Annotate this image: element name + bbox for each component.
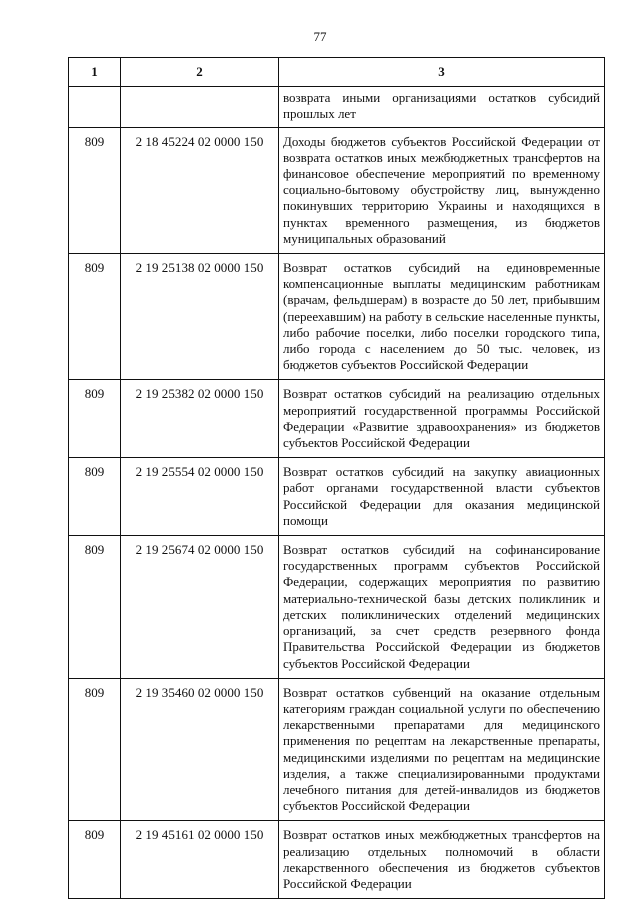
budget-classification-code: 2 19 25674 02 0000 150 [121,536,279,679]
admin-code: 809 [69,678,121,821]
admin-code: 809 [69,821,121,899]
income-description: Возврат остатков субвенций на оказание отдельным категориям граждан социальной услуги по обеспечению лекарственными препаратами для медицинского применения по рецептам на лекарственные препараты, медицинскими изделиями по рецептам на медицинские изделия, а также специализированными продуктами лечебного питания для детей-инвалидов из бюджетов субъектов Российской Федерации [279,678,605,821]
income-description: Возврат остатков субсидий на единовременные компенсационные выплаты медицинским работникам (врачам, фельдшерам) в возрасте до 50 лет, прибывшим (переехавшим) на работу в сельские населенные пункты, либо рабочие поселки, либо поселки городского типа, либо города с населением до 50 тыс. человек, из бюджетов субъектов Российской Федерации [279,254,605,380]
admin-code: 809 [69,458,121,536]
table-row [69,380,605,458]
table-row [69,536,605,679]
table-row [69,254,605,380]
admin-code: 809 [69,127,121,253]
budget-classification-code: 2 19 45161 02 0000 150 [121,821,279,899]
admin-code: 809 [69,536,121,679]
header-row [69,58,605,87]
admin-code: 809 [69,254,121,380]
income-description: Возврат остатков субсидий на реализацию отдельных мероприятий государственной программы Российской Федерации «Развитие здравоохранения» из бюджетов субъектов Российской Федерации [279,380,605,458]
budget-classification-code: 2 19 35460 02 0000 150 [121,678,279,821]
continuation-text: возврата иными организациями остатков субсидий прошлых лет [279,87,605,127]
continuation-admin-cell [69,87,121,127]
budget-classification-code: 2 19 25138 02 0000 150 [121,254,279,380]
table-row [69,678,605,821]
income-description: Доходы бюджетов субъектов Российской Федерации от возврата остатков иных межбюджетных трансфертов на финансовое обеспечение мероприятий по временному социально-бытовому обустройству лиц, вынужденно покинувших территорию Украины и находящихся в пунктах временного размещения, из бюджетов муниципальных образований [279,127,605,253]
budget-classification-code: 2 19 25554 02 0000 150 [121,458,279,536]
budget-classification-code: 2 19 25382 02 0000 150 [121,380,279,458]
budget-classification-code: 2 18 45224 02 0000 150 [121,127,279,253]
column-header-2: 2 [121,58,279,87]
income-description: Возврат остатков иных межбюджетных трансфертов на реализацию отдельных полномочий в области лекарственного обеспечения из бюджетов субъектов Российской Федерации [279,821,605,899]
continuation-code-cell [121,87,279,127]
table-row [69,127,605,253]
page-number: 77 [313,29,327,44]
column-header-3: 3 [279,58,605,87]
income-description: Возврат остатков субсидий на софинансирование государственных программ субъектов Российской Федерации, содержащих мероприятия по развитию материально-технической базы детских поликлиник и детских поликлинических отделений медицинских организаций, за счет средств резервного фонда Правительства Российской Федерации из бюджетов субъектов Российской Федерации [279,536,605,679]
table-row [69,821,605,899]
income-description: Возврат остатков субсидий на закупку авиационных работ органами государственной власти субъектов Российской Федерации для оказания медицинской помощи [279,458,605,536]
column-header-1: 1 [69,58,121,87]
continuation-row [69,87,605,127]
admin-code: 809 [69,380,121,458]
budget-code-table [68,57,605,899]
table-row [69,458,605,536]
